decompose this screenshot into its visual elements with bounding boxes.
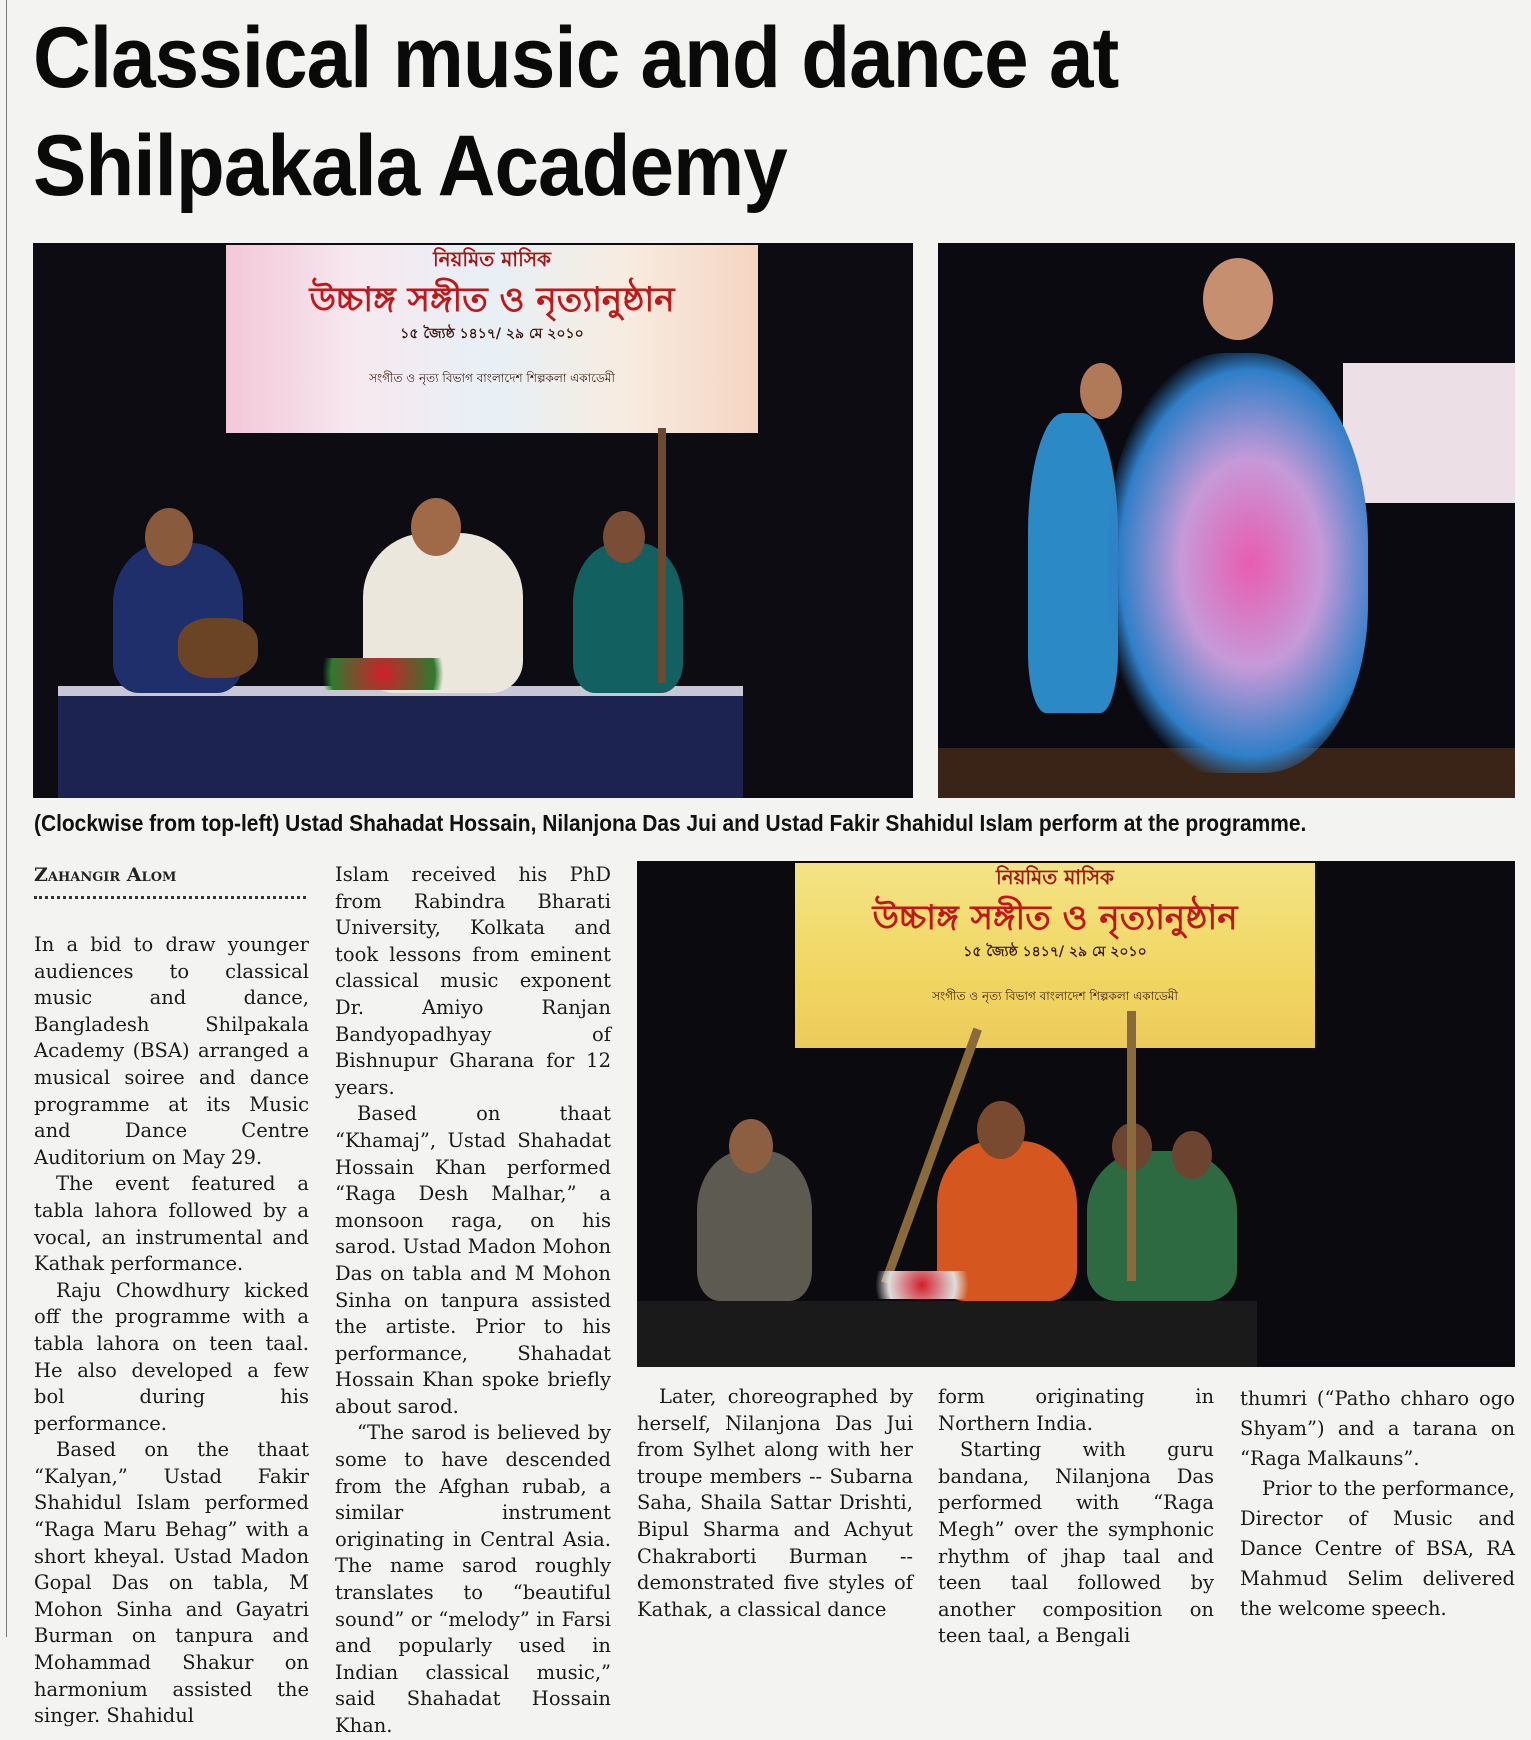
col1-para3: Raju Chowdhury kicked off the programme with a tabla lahora on teen taal. He also developed a few bol during his performance.: [34, 1278, 309, 1435]
col5-para1: thumri (“Patho chharo ogo Shyam”) and a tarana on “Raga Malkauns”.: [1240, 1387, 1515, 1470]
stage-banner: [226, 245, 758, 433]
column-1: [34, 932, 309, 1730]
headline: Classical music and dance at Shilpakala Academy: [33, 10, 1119, 214]
banner-line4: সংগীত ও নৃত্য বিভাগ বাংলাদেশ শিল্পকলা একাডেমী: [369, 371, 615, 385]
banner-line1: নিয়মিত মাসিক: [432, 247, 552, 271]
col5-para2: Prior to the performance, Director of Music and Dance Centre of BSA, RA Mahmud Selim delivered the welcome speech.: [1240, 1477, 1515, 1620]
byline: Zahangir Alom: [34, 864, 177, 886]
banner2-line3: ১৫ জ্যৈষ্ঠ ১৪১৭/ ২৯ মে ২০১০: [963, 944, 1147, 960]
col2-para1: Islam received his PhD from Rabindra Bharati University, Kolkata and took lessons from eminent classical music exponent Dr. Amiyo Ranjan Bandyopadhyay of Bishnupur Gharana for 12 years.: [335, 863, 611, 1099]
banner2-line4: সংগীত ও নৃত্য বিভাগ বাংলাদেশ শিল্পকলা একাডেমী: [932, 989, 1178, 1003]
photo-dancers: [938, 243, 1515, 798]
col1-para2: The event featured a tabla lahora followed by a vocal, an instrumental and Kathak performance.: [34, 1172, 309, 1276]
photo-caption: (Clockwise from top-left) Ustad Shahadat Hossain, Nilanjona Das Jui and Ustad Fakir Shahidul Islam perform at the programme.: [34, 810, 1307, 836]
column-5: [1240, 1384, 1515, 1624]
col1-para4: Based on the thaat “Kalyan,” Ustad Fakir Shahidul Islam performed “Raga Maru Behag” with a short kheyal. Ustad Madon Gopal Das on tabla, M Mohon Sinha and Gayatri Burman on tanpura and Mohammad Shakur on harmonium assisted the singer. Shahidul: [34, 1438, 309, 1728]
banner2-line2: উচ্চাঙ্গ সঙ্গীত ও নৃত্যানুষ্ঠান: [872, 898, 1238, 938]
column-2: [335, 862, 611, 1740]
column-3: [637, 1384, 913, 1623]
col1-para1: In a bid to draw younger audiences to classical music and dance, Bangladesh Shilpakala Academy (BSA) arranged a musical soiree and dance programme at its Music and Dance Centre Auditorium on May 29.: [34, 933, 309, 1169]
banner-line2: উচ্চাঙ্গ সঙ্গীত ও নৃত্যানুষ্ঠান: [309, 280, 675, 320]
stage-banner-2: [795, 863, 1315, 1048]
banner2-line1: নিয়মিত মাসিক: [995, 865, 1115, 889]
column-4: [938, 1384, 1214, 1650]
banner-line3: ১৫ জ্যৈষ্ঠ ১৪১৭/ ২৯ মে ২০১০: [400, 326, 584, 342]
photo-vocalists: [637, 861, 1515, 1367]
col2-para3: “The sarod is believed by some to have descended from the Afghan rubab, a similar instrument originating in Central Asia. The name sarod roughly translates to “beautiful sound” or “melody” in Farsi and popularly used in Indian classical music,” said Shahadat Hossain Khan.: [335, 1421, 611, 1737]
col2-para2: Based on thaat “Khamaj”, Ustad Shahadat Hossain Khan performed “Raga Desh Malhar,” a monsoon raga, on his sarod. Ustad Madon Mohon Das on tabla and M Mohon Sinha on tanpura assisted the artiste. Prior to his performance, Shahadat Hossain Khan spoke briefly about sarod.: [335, 1102, 611, 1418]
col3-para1: Later, choreographed by herself, Nilanjona Das Jui from Sylhet along with her troupe members -- Subarna Saha, Shaila Sattar Drishti, Bipul Sharma and Achyut Chakraborti Burman -- demonstrated five styles of Kathak, a classical dance: [637, 1385, 913, 1621]
photo-musicians: [33, 243, 913, 798]
col4-para1: form originating in Northern India.: [938, 1385, 1214, 1435]
left-column-rule: [6, 0, 7, 1637]
col4-para2: Starting with guru bandana, Nilanjona Das performed with “Raga Megh” over the symphonic rhythm of jhap taal and teen taal followed by another composition on teen taal, a Bengali: [938, 1438, 1214, 1648]
byline-divider: [34, 896, 306, 899]
